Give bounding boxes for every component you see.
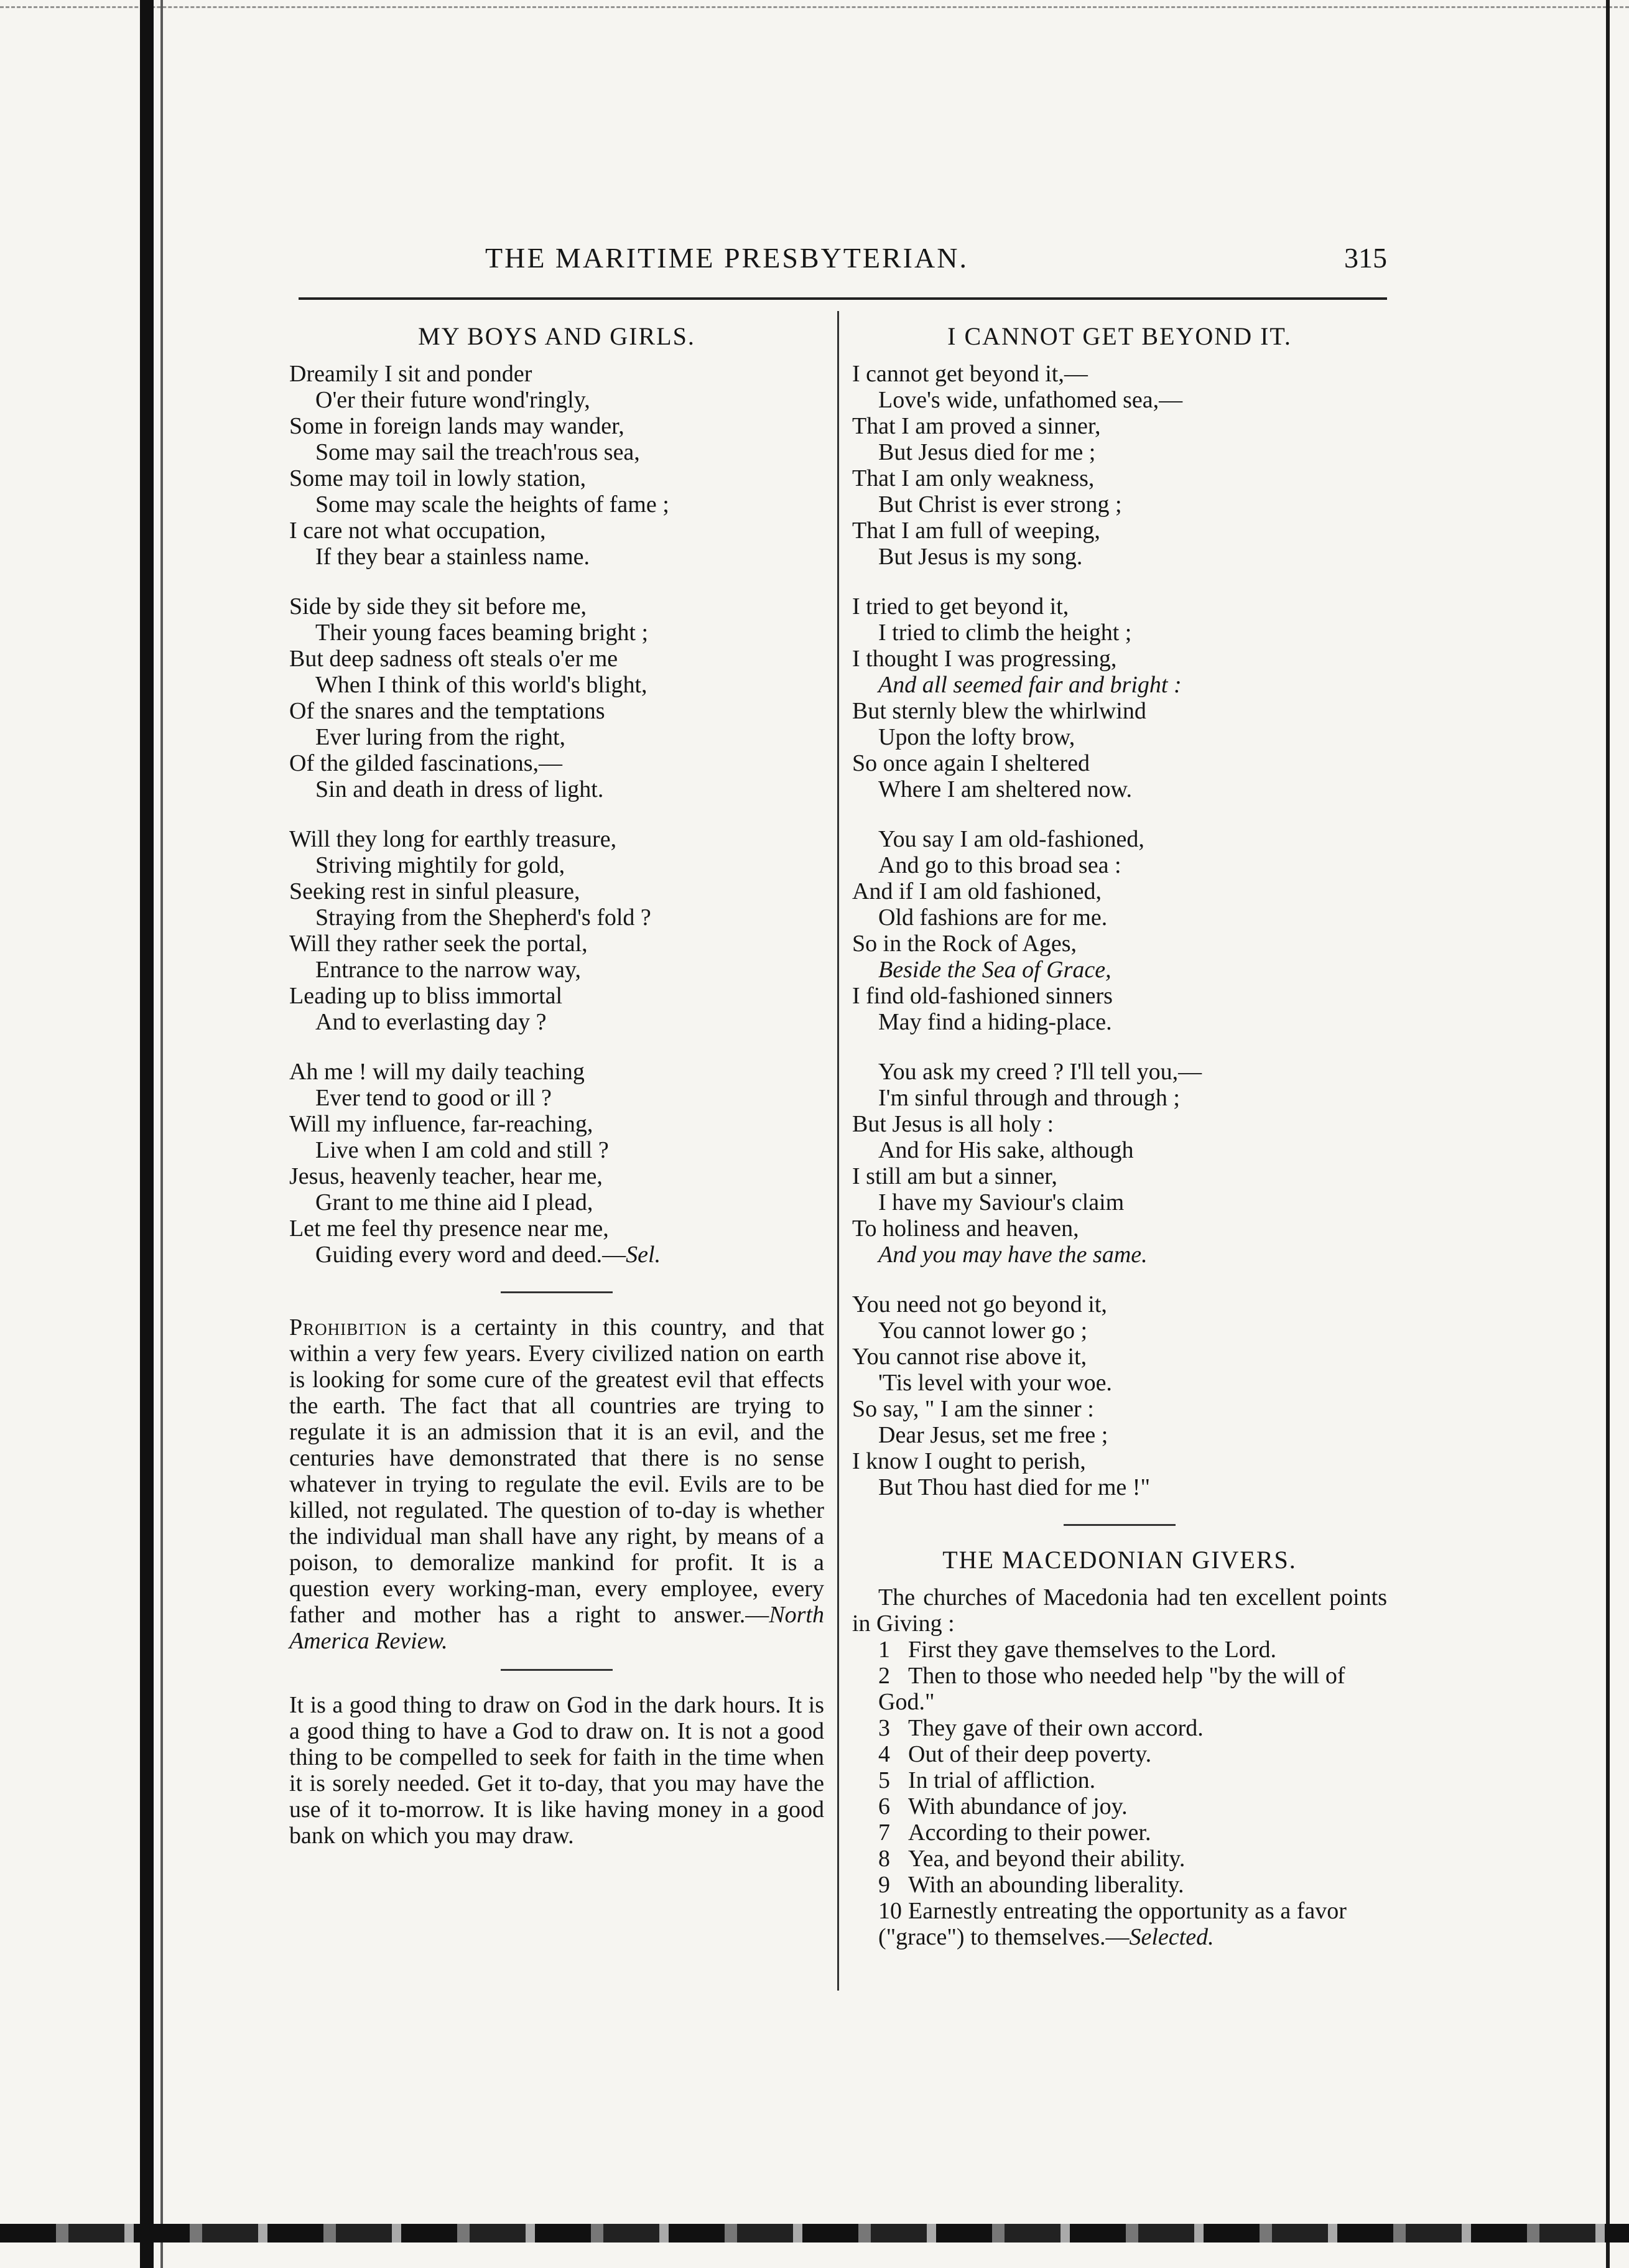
list-item: 6 With abundance of joy. (878, 1793, 1128, 1820)
poem-line: Some may sail the treach'rous sea, (315, 439, 640, 465)
poem-line: You cannot lower go ; (878, 1318, 1088, 1344)
left-column (289, 323, 824, 1861)
poem-line: And all seemed fair and bright : (878, 672, 1182, 698)
list-item: 8 Yea, and beyond their ability. (878, 1846, 1186, 1872)
poem-line: And to everlasting day ? (315, 1009, 547, 1035)
macedonian-list (852, 1637, 1387, 1950)
poem-line: I care not what occupation, (289, 518, 546, 544)
stanza (852, 826, 1387, 1035)
poem-line: So once again I sheltered (852, 750, 1090, 776)
poem-line: Some may toil in lowly station, (289, 465, 587, 491)
poem-line: That I am full of weeping, (852, 518, 1100, 544)
journal-title: THE MARITIME PRESBYTERIAN. (485, 242, 968, 274)
binding-shadow (140, 0, 154, 2268)
poem-line: Old fashions are for me. (878, 904, 1108, 931)
poem-line: Ah me ! will my daily teaching (289, 1059, 585, 1085)
list-item: 10 Earnestly entreating the opportunity as a favor ("grace") to themselves.—Selected. (878, 1898, 1347, 1950)
poem-line: Leading up to bliss immortal (289, 983, 563, 1009)
poem-line: That I am proved a sinner, (852, 413, 1101, 439)
poem-line: Sin and death in dress of light. (315, 776, 604, 802)
bottom-scan-edge (0, 2224, 1629, 2242)
stanza (289, 1059, 824, 1268)
running-header (299, 236, 1387, 286)
header-rule (299, 297, 1387, 300)
prohibition-lead: Prohibition (289, 1314, 407, 1341)
poem-line: Dreamily I sit and ponder (289, 361, 532, 387)
column-divider (837, 311, 839, 1991)
list-item: 3 They gave of their own accord. (878, 1715, 1204, 1741)
poem-line: 'Tis level with your woe. (878, 1370, 1112, 1396)
section-separator (501, 1291, 613, 1293)
stanza (289, 826, 824, 1035)
poem-line: Side by side they sit before me, (289, 593, 587, 620)
stanza (289, 593, 824, 802)
poem-line: But Jesus is my song. (878, 544, 1083, 570)
poem-line: Some may scale the heights of fame ; (315, 491, 669, 518)
poem-line: Will my influence, far-reaching, (289, 1111, 593, 1137)
poem-line: O'er their future wond'ringly, (315, 387, 590, 413)
section-separator (501, 1669, 613, 1671)
top-scan-edge (0, 6, 1629, 17)
poem-line: Grant to me thine aid I plead, (315, 1189, 593, 1215)
macedonian-givers-title: THE MACEDONIAN GIVERS. (942, 1546, 1297, 1574)
poem-line: But Thou hast died for me !" (878, 1474, 1150, 1500)
stanza (852, 1291, 1387, 1500)
poem-line: I'm sinful through and through ; (878, 1085, 1180, 1111)
list-item: 5 In trial of affliction. (878, 1767, 1096, 1793)
poem-line: And go to this broad sea : (878, 852, 1121, 878)
draw-on-god-paragraph: It is a good thing to draw on God in the dark hours. It is a good thing to have a God to draw on. It is not a good thing to be compelled to seek for faith in the time when it is sorely needed. Get it to-day, that you may have the use of it to-morrow. It is like having money in a good bank on which you may draw. (289, 1692, 824, 1849)
poem-line: Dear Jesus, set me free ; (878, 1422, 1108, 1448)
poem-line: But Jesus died for me ; (878, 439, 1096, 465)
poem-line: But deep sadness oft steals o'er me (289, 646, 618, 672)
page-number: 315 (1344, 242, 1387, 274)
poem-line: So in the Rock of Ages, (852, 931, 1077, 957)
list-item: 9 With an abounding liberality. (878, 1872, 1184, 1898)
poem-line: I find old-fashioned sinners (852, 983, 1113, 1009)
poem-line: Ever tend to good or ill ? (315, 1085, 552, 1111)
poem-line: But Christ is ever strong ; (878, 491, 1122, 518)
list-item: 7 According to their power. (878, 1820, 1151, 1846)
poem-line (289, 1242, 824, 1268)
poem-line: You ask my creed ? I'll tell you,— (878, 1059, 1202, 1085)
poem-line: I tried to climb the height ; (878, 620, 1132, 646)
poem-attribution: Sel. (626, 1242, 661, 1268)
section-separator (1064, 1524, 1176, 1526)
stanza (289, 361, 824, 570)
list-item: 2 Then to those who needed help "by the will of God." (878, 1663, 1345, 1715)
prohibition-paragraph (289, 1314, 824, 1654)
poem-line: So say, " I am the sinner : (852, 1396, 1094, 1422)
poem-line: I still am but a sinner, (852, 1163, 1057, 1189)
right-column (852, 323, 1387, 1950)
poem-line: I thought I was progressing, (852, 646, 1117, 672)
poem-line: That I am only weakness, (852, 465, 1095, 491)
list-item: 4 Out of their deep poverty. (878, 1741, 1152, 1767)
poem-line: Seeking rest in sinful pleasure, (289, 878, 580, 904)
poem-line: Love's wide, unfathomed sea,— (878, 387, 1183, 413)
poem-line: Of the snares and the temptations (289, 698, 605, 724)
binding-edge-line (160, 0, 163, 2268)
poem-line: You cannot rise above it, (852, 1344, 1087, 1370)
poem-line: Striving mightily for gold, (315, 852, 565, 878)
poem-line: Let me feel thy presence near me, (289, 1215, 609, 1242)
poem-line: You need not go beyond it, (852, 1291, 1107, 1318)
poem-line: I know I ought to perish, (852, 1448, 1086, 1474)
list-item: 1 First they gave themselves to the Lord. (878, 1637, 1277, 1663)
poem-line: Of the gilded fascinations,— (289, 750, 563, 776)
poem-title-my-boys-and-girls: MY BOYS AND GIRLS. (418, 322, 695, 350)
poem-line: Will they long for earthly treasure, (289, 826, 617, 852)
poem-line: Ever luring from the right, (315, 724, 566, 750)
poem-line: I tried to get beyond it, (852, 593, 1069, 620)
poem-line: Some in foreign lands may wander, (289, 413, 624, 439)
poem-line: Entrance to the narrow way, (315, 957, 581, 983)
macedonian-attribution: Selected. (1129, 1924, 1214, 1950)
poem-line: I have my Saviour's claim (878, 1189, 1125, 1215)
poem-line: But Jesus is all holy : (852, 1111, 1054, 1137)
poem-line: Jesus, heavenly teacher, hear me, (289, 1163, 603, 1189)
poem-line: And you may have the same. (878, 1242, 1148, 1268)
stanza (852, 1059, 1387, 1268)
poem-line: And for His sake, although (878, 1137, 1134, 1163)
poem-line: When I think of this world's blight, (315, 672, 647, 698)
poem-line: But sternly blew the whirlwind (852, 698, 1146, 724)
poem-line: I cannot get beyond it,— (852, 361, 1088, 387)
poem-line-text: Guiding every word and deed.— (315, 1242, 626, 1268)
poem-line: Straying from the Shepherd's fold ? (315, 904, 651, 931)
macedonian-intro: The churches of Macedonia had ten excellent points in Giving : (852, 1584, 1387, 1637)
poem-line: Beside the Sea of Grace, (878, 957, 1112, 983)
poem-line: Upon the lofty brow, (878, 724, 1075, 750)
right-scan-edge (1606, 0, 1610, 2268)
poem-line: Their young faces beaming bright ; (315, 620, 649, 646)
stanza (852, 361, 1387, 570)
poem-line: And if I am old fashioned, (852, 878, 1102, 904)
poem-line: Will they rather seek the portal, (289, 931, 588, 957)
stanza (852, 593, 1387, 802)
poem-line: May find a hiding-place. (878, 1009, 1112, 1035)
poem-title-i-cannot-get-beyond-it: I CANNOT GET BEYOND IT. (947, 322, 1292, 350)
poem-line: Live when I am cold and still ? (315, 1137, 609, 1163)
poem-line: If they bear a stainless name. (315, 544, 590, 570)
prohibition-source: North America Review. (289, 1602, 824, 1654)
poem-line: To holiness and heaven, (852, 1215, 1079, 1242)
poem-line: Where I am sheltered now. (878, 776, 1132, 802)
poem-line: You say I am old-fashioned, (878, 826, 1144, 852)
prohibition-body: is a certainty in this country, and that within a very few years. Every civilized nation on earth is looking for some cure of the greatest evil that effects the earth. The fact that all countries are trying to regulate it is an admission that it is an evil, and the centuries have demonstrated that there is no sense whatever in trying to regulate the evil. Evils are to be killed, not regulated. The question of to-day is whether the individual man shall have any right, by means of a poison, to demoralize mankind for profit. It is a question every working-man, every employee, every father and mother has a right to answer.— (289, 1314, 824, 1628)
